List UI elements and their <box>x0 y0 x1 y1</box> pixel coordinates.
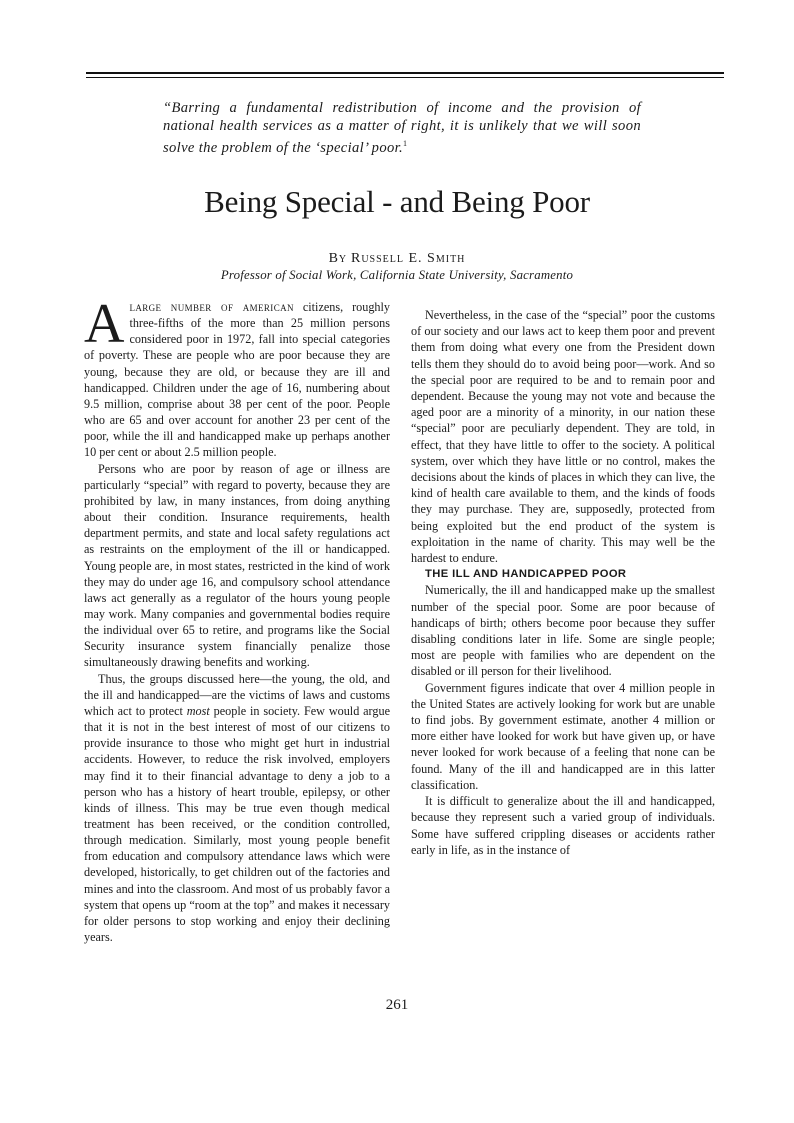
epigraph-quote <box>163 99 641 157</box>
top-rule-thin <box>86 77 724 78</box>
left-column <box>84 293 391 945</box>
paragraph-3 <box>84 671 390 946</box>
paragraph-3-text-a: Thus, the groups discussed here—the young, the old, and the ill and handicapped—are the victims of laws and customs which act to protect <box>84 671 390 718</box>
paragraph-5: Numerically, the ill and handicapped make up the smallest number of the special poor. Some are poor because of handicaps of birth; others become poor because they suffer disabling conditions later in life. Some are single people; most are people with families who are dependent on the disabled or ill person for their livelihood. <box>411 583 715 679</box>
paragraph-2: Persons who are poor by reason of age or illness are particularly “special” with regard to poverty, because they are prohibited by law, in many instances, from doing anything about their condition. Insurance requirements, health department permits, and state and local safety regulations act as restraints on the employment of the ill or handicapped. Young people are, in most states, restricted in the kind of work they may do under age 16, and compulsory school attendance laws act generally as a regulator of the hours young people may work. Many companies and governmental bodies require the individual over 65 to retire, and programs like the Social Security insurance system financially penalize those simultaneously drawing benefits and working. <box>84 461 390 670</box>
paragraph-4: Nevertheless, in the case of the “special” poor the customs of our society and our laws act to keep them poor and prevent them from doing what every one from the President down tells them they should do to avoid being poor—work. And so the special poor are required to be and to remain poor and dependent. Because the young may not vote and because the aged poor are a minority of a minority, in our nation these “special” poor are peculiarly dependent. They are told, in effect, that they have little to offer to the society. A political system, over which they have little or no control, makes the decisions about the kinds of places in which they can live, the kind of health care available to them, and the kinds of foods they may purchase. They are, supposedly, protected from being exploited but the end product of the system is exploitation in the name of charity. This may well be the hardest to endure. <box>411 308 715 566</box>
article-title: Being Special - and Being Poor <box>204 184 590 219</box>
section-heading: THE ILL AND HANDICAPPED POOR <box>425 568 627 581</box>
paragraph-7: It is difficult to generalize about the ill and handicapped, because they represent such a varied group of individuals. Some have suffered crippling diseases or accidents rather early in life, as in the instance of <box>411 794 715 857</box>
right-column <box>411 307 715 858</box>
paragraph-3-text-b: people in society. Few would argue that it is not in the best interest of most of our citizens to provide insurance to those who might get hurt in industrial accidents. However, to reduce the risk involved, employers may find it to their financial advantage to deny a job to a person who has a history of heart trouble, epilepsy, or other kinds of illness. This may be true even though medical treatment has been received, or the condition controlled, through medication. Similarly, most young people benefit from education and compulsory attendance laws which were developed, historically, to get children out of the factories and mines and into the classroom. And most of us probably favor a system that opens up “room at the top” and makes it necessary for older persons to stop working and enjoy their declining years. <box>84 703 390 945</box>
paragraph-1-text: citizens, roughly three-fifths of the more than 25 million persons considered poor in 1972, fall into special categories of poverty. These are people who are poor because they are young, because they are old, or because they are ill and handicapped. Children under the age of 16, numbering about 9.5 million, comprise about 38 per cent of the poor. People who are 65 and over account for another 23 per cent of the poor, while the ill and handicapped make up perhaps another 10 per cent or about 2.5 million people. <box>84 300 391 460</box>
paragraph-1 <box>84 293 391 461</box>
author-affiliation: Professor of Social Work, California State University, Sacramento <box>220 268 574 282</box>
paragraph-3-emphasis: most <box>186 703 210 718</box>
epigraph-text: “Barring a fundamental redistribution of income and the provision of national health services as a matter of right, it is unlikely that we will soon solve the problem of the ‘special’ poor. <box>163 100 641 156</box>
page-number: 261 <box>385 997 409 1013</box>
footnote-mark: 1 <box>403 139 408 148</box>
drop-cap: A <box>84 293 125 355</box>
author-name: Russell E. Smith <box>351 251 466 266</box>
lead-in-small-caps: large number of american <box>129 300 294 314</box>
byline <box>0 250 794 267</box>
paragraph-6: Government figures indicate that over 4 million people in the United States are actively looking for work but are unable to find jobs. By government estimate, another 4 million or more either have looked for work but have given up, or have never looked for work because of a feeling that none can be found. Many of the ill and handicapped are in this latter classification. <box>411 680 715 792</box>
top-rule-thick <box>86 72 724 74</box>
byline-prefix: By <box>328 251 348 266</box>
